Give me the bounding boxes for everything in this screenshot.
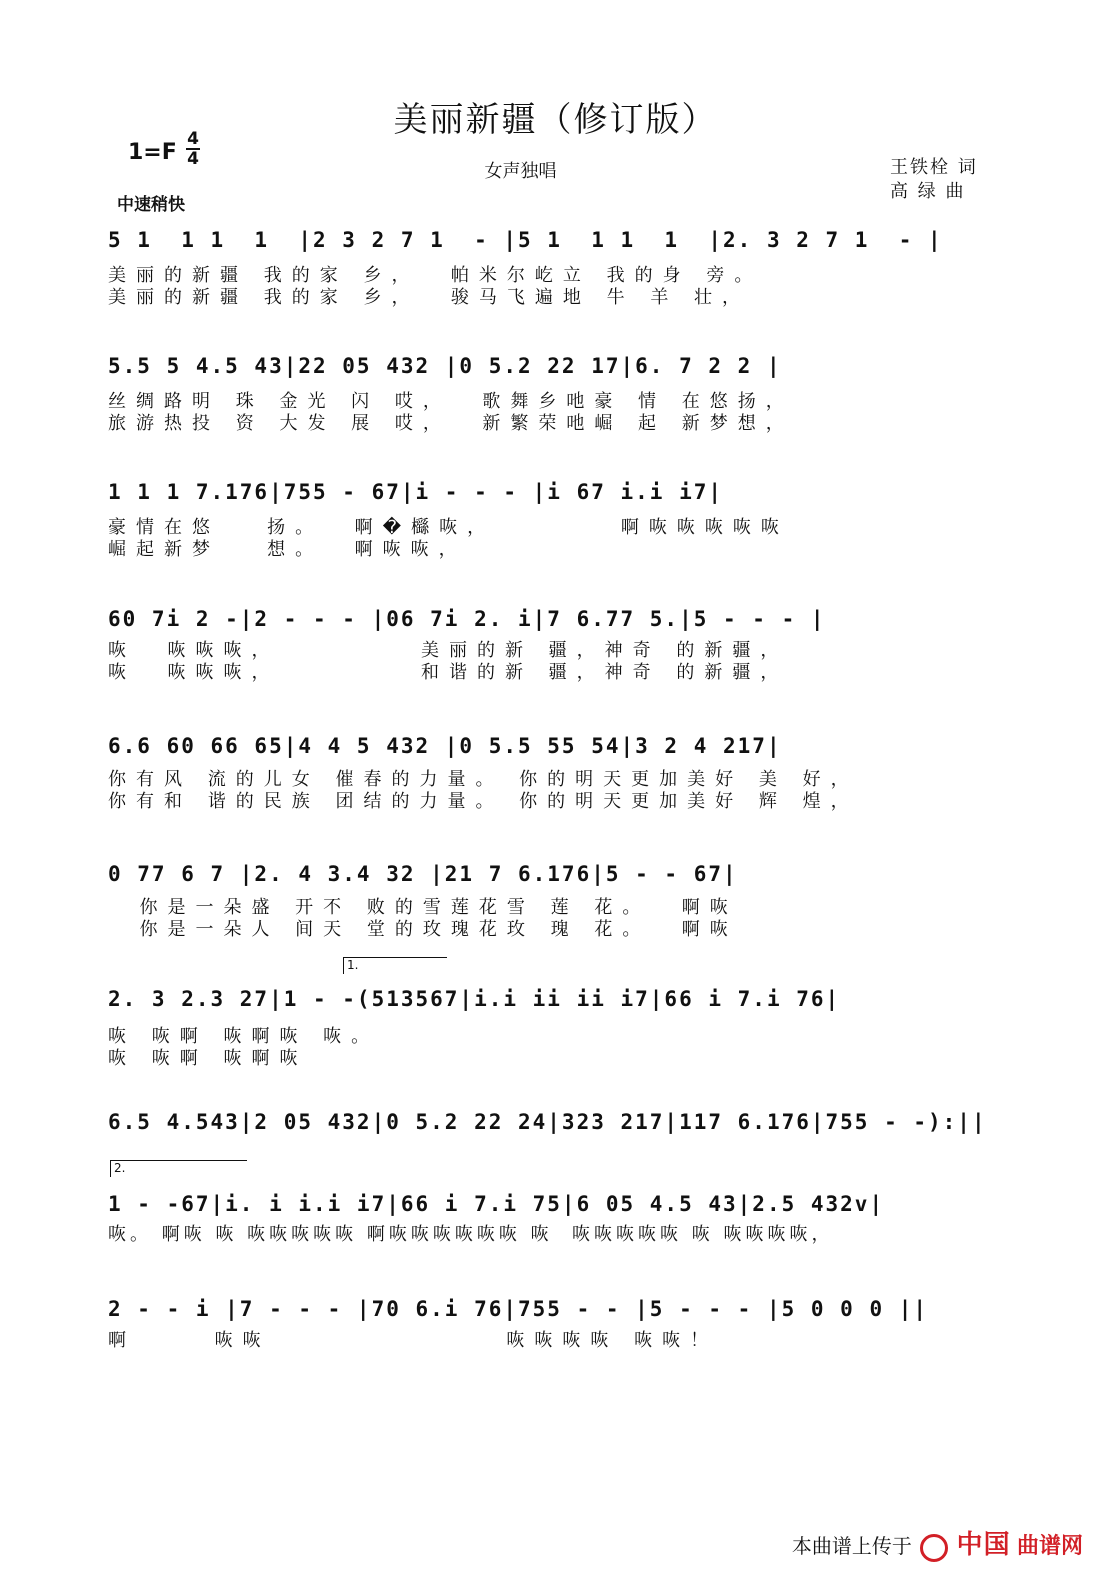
score-row-8 (108, 1108, 1008, 1136)
footer-prefix: 本曲谱上传于 (791, 1534, 912, 1558)
notation-line: 1 1 1 7.176|755 - 67|i - - - |i 67 i.i i7| (108, 480, 724, 504)
score-row-1 (108, 226, 1008, 254)
notation-line: 5 1 1 1 1 |2 3 2 7 1 - |5 1 1 1 1 |2. 3 2 7 1 - | (108, 228, 943, 252)
footer-brand-1: 中国 (956, 1530, 1011, 1560)
lyric-verse-1: 你是一朵盛 开不 败的雪莲花雪 莲 花。 啊咴 (108, 897, 738, 918)
lyric-verse-1: 丝绸路明 珠 金光 闪 哎， 歌舞乡吔豪 情 在悠扬， (108, 391, 794, 412)
lyricist-credit: 王铁栓 词 (890, 157, 978, 178)
lyric-verse-2: 崛起新梦 想。 啊咴咴， (108, 539, 467, 560)
time-signature-top: 4 (187, 129, 199, 149)
lyric-verse-1: 咴 咴啊 咴啊咴 咴。 (108, 1026, 380, 1047)
lyric-verse-1: 咴 咴咴咴， 美丽的新 疆，神奇 的新疆， (108, 640, 789, 661)
notation-line: 6.6 60 66 65|4 4 5 432 |0 5.5 55 54|3 2 4 217| (108, 734, 782, 758)
notation-line: 2 - - i |7 - - - |70 6.i 76|755 - - |5 - - - |5 0 0 0 || (108, 1297, 929, 1321)
lyric-verse-2: 咴 咴啊 咴啊咴 (108, 1048, 308, 1069)
score-row-10 (108, 1295, 1008, 1323)
score-row-5 (108, 732, 1008, 760)
time-signature-bottom: 4 (187, 149, 199, 169)
performer-text: 女声独唱 (484, 161, 557, 182)
score-row-4 (108, 605, 1008, 633)
lyric-verse-1: 你有风 流的儿女 催春的力量。 你的明天更加美好 美 好， (108, 769, 859, 790)
lyric-verse-1: 豪情在悠 扬。 啊�櫾咴， 啊咴咴咴咴咴 (108, 517, 789, 538)
score-row-2 (108, 352, 1008, 380)
song-title: 美丽新疆（修订版） (393, 100, 718, 140)
lyric-verse-1: 美丽的新疆 我的家 乡， 帕米尔屹立 我的身 旁。 (108, 265, 763, 286)
score-row-7 (108, 985, 1008, 1013)
lyric-verse-2: 咴 咴咴咴， 和谐的新 疆，神奇 的新疆， (108, 662, 789, 683)
notation-line: 0 77 6 7 |2. 4 3.4 32 |21 7 6.176|5 - - 67| (108, 862, 738, 886)
composer-credit: 高 绿 曲 (890, 181, 966, 202)
footer-watermark (792, 1524, 1083, 1562)
first-ending-label: 1. (347, 958, 359, 972)
site-logo-icon (920, 1534, 948, 1562)
notation-line: 6.5 4.543|2 05 432|0 5.2 22 24|323 217|117 6.176|755 - -):|| (108, 1110, 987, 1134)
score-row-9 (108, 1190, 1008, 1218)
footer-brand-2: 曲谱网 (1016, 1534, 1083, 1559)
score-row-6 (108, 860, 1008, 888)
lyric-verse-2: 美丽的新疆 我的家 乡， 骏马飞遍地 牛 羊 壮， (108, 287, 751, 308)
tempo-marking: 中速稍快 (117, 195, 185, 215)
lyric-verse-1: 咴。 啊咴 咴 咴咴咴咴咴 啊咴咴咴咴咴咴 咴 咴咴咴咴咴 咴 咴咴咴咴， (108, 1224, 834, 1245)
first-ending-bracket (343, 957, 447, 974)
key-signature: 1=F (128, 140, 177, 165)
notation-line: 5.5 5 4.5 43|22 05 432 |0 5.2 22 17|6. 7 2 2 | (108, 354, 782, 378)
notation-line: 60 7i 2 -|2 - - - |06 7i 2. i|7 6.77 5.|5 - - - | (108, 607, 826, 631)
score-row-3 (108, 478, 1008, 506)
second-ending-bracket (110, 1160, 247, 1177)
lyric-verse-2: 你有和 谐的民族 团结的力量。 你的明天更加美好 辉 煌， (108, 791, 859, 812)
lyric-verse-2: 你是一朵人 间天 堂的玫瑰花玫 瑰 花。 啊咴 (108, 919, 738, 940)
lyric-verse-1: 啊 咴咴 咴咴咴咴 咴咴！ (108, 1330, 719, 1351)
notation-line: 1 - -67|i. i i.i i7|66 i 7.i 75|6 05 4.5 43|2.5 432v| (108, 1192, 885, 1216)
lyric-verse-2: 旅游热投 资 大发 展 哎， 新繁荣吔崛 起 新梦想， (108, 413, 794, 434)
notation-line: 2. 3 2.3 27|1 - -(513567|i.i ii ii i7|66 i 7.i 76| (108, 987, 841, 1011)
second-ending-label: 2. (114, 1161, 126, 1175)
